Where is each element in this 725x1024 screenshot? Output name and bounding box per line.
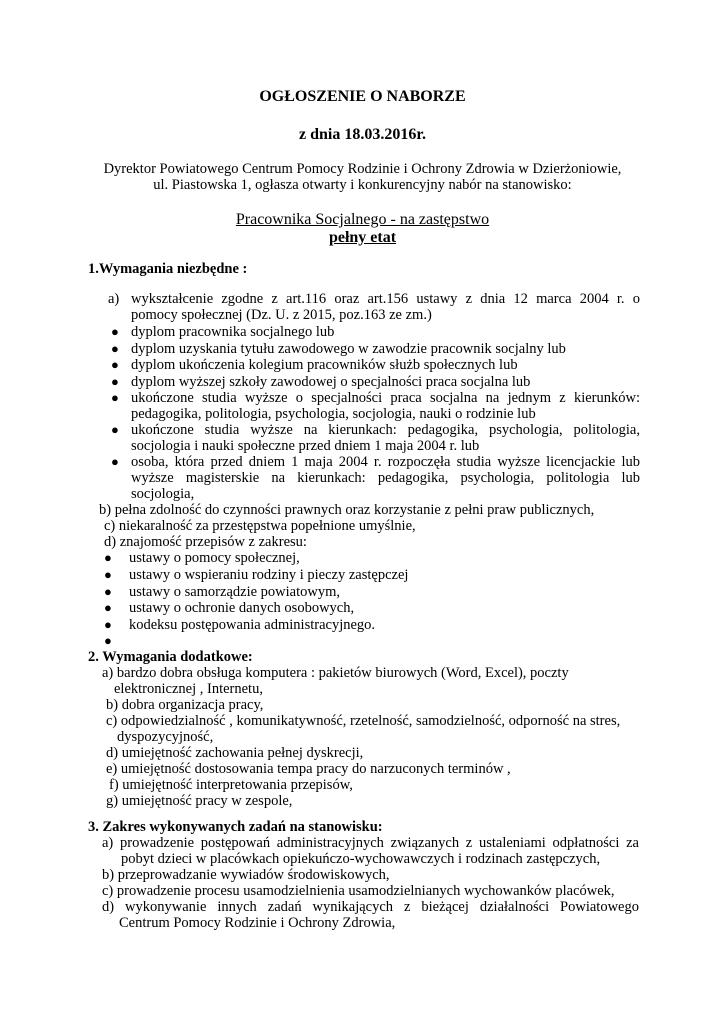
list-item-d: d) znajomość przepisów z zakresu: xyxy=(104,534,307,550)
list-item-continued: Centrum Pomocy Rodzinie i Ochrony Zdrowia, xyxy=(119,915,396,931)
list-marker-a: a) xyxy=(108,291,120,307)
list-item: ukończone studia wyższe na kierunkach: pedagogika, psychologia, politologia, xyxy=(131,422,640,438)
position-title: Pracownika Socjalnego - na zastępstwo xyxy=(235,211,490,228)
bullet-icon: ● xyxy=(104,617,112,632)
list-item-continued: socjologia i nauki społeczne przed dniem 1 maja 2004 r. lub xyxy=(131,438,480,454)
bullet-icon: ● xyxy=(111,390,119,405)
bullet-icon: ● xyxy=(111,324,119,339)
bullet-icon: ● xyxy=(104,584,112,599)
announcement-date: z dnia 18.03.2016r. xyxy=(299,126,426,143)
list-item-continued: wyższe magisterskie na kierunkach: pedagogika, psychologia, politologia lub xyxy=(131,470,640,486)
bullet-icon: ● xyxy=(111,357,119,372)
list-item: e) umiejętność dostosowania tempa pracy do narzuconych terminów , xyxy=(106,761,511,777)
list-item-continued: socjologia, xyxy=(131,486,195,502)
list-item: a) prowadzenie postępowań administracyjnych związanych z ustaleniami odpłatności za xyxy=(102,835,639,851)
list-item: b) dobra organizacja pracy, xyxy=(106,697,264,713)
list-item: b) przeprowadzanie wywiadów środowiskowych, xyxy=(102,867,390,883)
bullet-icon: ● xyxy=(104,567,112,582)
list-item: dyplom pracownika socjalnego lub xyxy=(131,324,335,340)
intro-line-1: Dyrektor Powiatowego Centrum Pomocy Rodzinie i Ochrony Zdrowia w Dzierżoniowie, xyxy=(103,161,622,177)
section1-heading: 1.Wymagania niezbędne : xyxy=(88,261,248,277)
list-item: dyplom uzyskania tytułu zawodowego w zawodzie pracownik socjalny lub xyxy=(131,341,566,357)
list-item: g) umiejętność pracy w zespole, xyxy=(106,793,293,809)
list-item-a-line1: wykształcenie zgodne z art.116 oraz art.156 ustawy z dnia 12 marca 2004 r. o xyxy=(131,291,640,307)
list-item: d) wykonywanie innych zadań wynikających z bieżącej działalności Powiatowego xyxy=(102,899,639,915)
law-item: ustawy o ochronie danych osobowych, xyxy=(129,600,355,616)
intro-line-2: ul. Piastowska 1, ogłasza otwarty i konkurencyjny nabór na stanowisko: xyxy=(153,177,572,193)
list-item-continued: elektronicznej , Internetu, xyxy=(114,681,263,697)
bullet-icon: ● xyxy=(111,374,119,389)
list-item-continued: pedagogika, politologia, psychologia, socjologia, nauki o rodzinie lub xyxy=(131,406,536,422)
law-item: ustawy o pomocy społecznej, xyxy=(129,550,300,566)
list-item-a-line2: pomocy społecznej (Dz. U. z 2015, poz.163 ze zm.) xyxy=(131,307,432,323)
list-item: ukończone studia wyższe o specjalności praca socjalna na jednym z kierunków: xyxy=(131,390,640,406)
list-item: d) umiejętność zachowania pełnej dyskrecji, xyxy=(106,745,364,761)
list-item: a) bardzo dobra obsługa komputera : pakietów biurowych (Word, Excel), poczty xyxy=(102,665,569,681)
law-item: ustawy o wspieraniu rodziny i pieczy zastępczej xyxy=(129,567,409,583)
list-item: c) prowadzenie procesu usamodzielnienia usamodzielnianych wychowanków placówek, xyxy=(102,883,615,899)
bullet-icon: ● xyxy=(104,600,112,615)
list-item-b: b) pełna zdolność do czynności prawnych oraz korzystanie z pełni praw publicznych, xyxy=(99,502,595,518)
bullet-icon: ● xyxy=(111,341,119,356)
list-item-continued: pobyt dzieci w placówkach opiekuńczo-wychowawczych i rodzinach zastępczych, xyxy=(121,851,601,867)
list-item-c: c) niekaralność za przestępstwa popełnione umyślnie, xyxy=(104,518,416,534)
list-item: dyplom wyższej szkoły zawodowej o specjalności praca socjalna lub xyxy=(131,374,531,390)
bullet-icon: ● xyxy=(104,633,112,648)
bullet-icon: ● xyxy=(111,422,119,437)
section3-heading: 3. Zakres wykonywanych zadań na stanowisku: xyxy=(88,819,383,835)
law-item: ustawy o samorządzie powiatowym, xyxy=(129,584,341,600)
law-item: kodeksu postępowania administracyjnego. xyxy=(129,617,376,633)
bullet-icon: ● xyxy=(104,550,112,565)
bullet-icon: ● xyxy=(111,454,119,469)
list-item: osoba, która przed dniem 1 maja 2004 r. rozpoczęła studia wyższe licencjackie lub xyxy=(131,454,640,470)
list-item-continued: dyspozycyjność, xyxy=(117,729,214,745)
page-title: OGŁOSZENIE O NABORZE xyxy=(259,88,466,105)
list-item: dyplom ukończenia kolegium pracowników służb społecznych lub xyxy=(131,357,518,373)
section2-heading: 2. Wymagania dodatkowe: xyxy=(88,649,253,665)
list-item: f) umiejętność interpretowania przepisów, xyxy=(109,777,353,793)
list-item: c) odpowiedzialność , komunikatywność, rzetelność, samodzielność, odporność na stres, xyxy=(106,713,621,729)
position-employment: pełny etat xyxy=(328,229,397,246)
